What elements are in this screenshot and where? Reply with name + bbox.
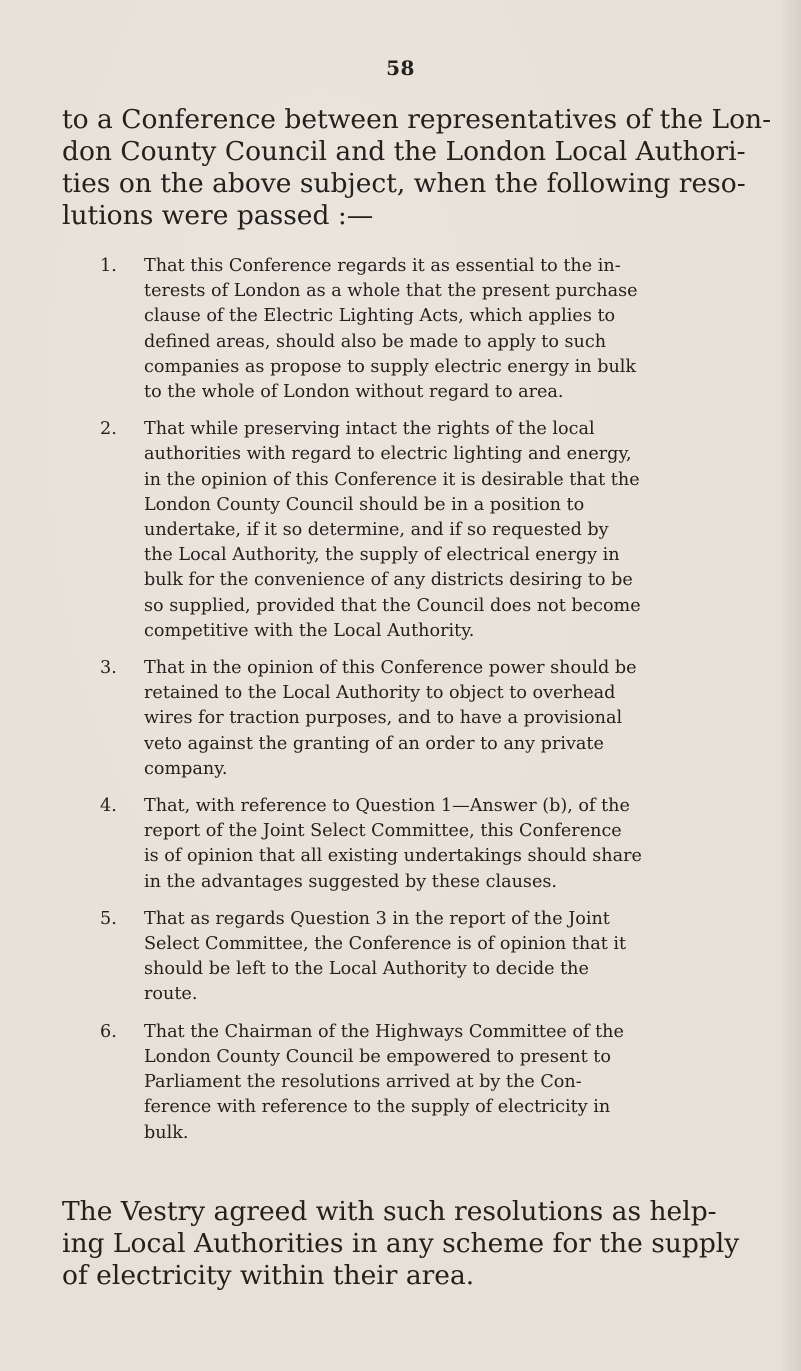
resolution-line: terests of London as a whole that the present purchase: [144, 281, 638, 302]
resolution-line: is of opinion that all existing undertakings should share: [144, 846, 642, 867]
intro-line: to a Conference between representatives of the Lon-: [62, 104, 772, 135]
closing-paragraph: [62, 1196, 772, 1292]
resolution-number: 2.: [100, 419, 117, 440]
resolution-line: report of the Joint Select Committee, this Conference: [144, 821, 622, 842]
resolution-number: 6.: [100, 1021, 117, 1042]
resolution-line: retained to the Local Authority to object to overhead: [144, 683, 616, 704]
resolutions-list: [100, 254, 762, 1158]
intro-line: lutions were passed :—: [62, 200, 374, 231]
resolution-line: That as regards Question 3 in the report of the Joint: [144, 908, 610, 929]
resolution-line: wires for traction purposes, and to have a provisional: [144, 708, 623, 729]
resolution-line: London County Council should be in a position to: [144, 494, 585, 515]
intro-line: ties on the above subject, when the following reso-: [62, 168, 746, 199]
resolution-line: That this Conference regards it as essential to the in-: [144, 256, 621, 276]
resolution-line: route.: [144, 984, 198, 1005]
closing-line: The Vestry agreed with such resolutions as help-: [62, 1196, 717, 1227]
resolution-line: clause of the Electric Lighting Acts, which applies to: [144, 306, 616, 327]
resolution-1: [100, 254, 762, 405]
resolution-line: London County Council be empowered to present to: [144, 1046, 611, 1067]
resolution-number: 5.: [100, 908, 117, 929]
resolution-line: should be left to the Local Authority to decide the: [144, 959, 589, 980]
intro-paragraph: [62, 104, 772, 232]
resolution-line: authorities with regard to electric lighting and energy,: [144, 444, 632, 465]
resolution-line: bulk for the convenience of any districts desiring to be: [144, 570, 633, 591]
resolution-line: That in the opinion of this Conference power should be: [144, 658, 637, 679]
resolution-line: defined areas, should also be made to apply to such: [144, 331, 607, 352]
resolution-line: to the whole of London without regard to area.: [144, 382, 564, 403]
resolution-line: company.: [144, 758, 228, 779]
resolution-line: in the opinion of this Conference it is desirable that the: [144, 469, 640, 490]
page-edge-shadow: [779, 0, 801, 1371]
page-number: 58: [386, 56, 415, 80]
resolution-line: companies as propose to supply electric energy in bulk: [144, 356, 637, 377]
resolution-5: [100, 907, 762, 1008]
resolution-line: in the advantages suggested by these clauses.: [144, 871, 557, 892]
resolution-line: Select Committee, the Conference is of opinion that it: [144, 934, 627, 955]
resolution-number: 4.: [100, 796, 117, 817]
resolution-line: That while preserving intact the rights of the local: [144, 419, 595, 440]
resolution-6: [100, 1020, 762, 1146]
resolution-line: bulk.: [144, 1122, 189, 1143]
resolution-number: 1.: [100, 256, 117, 276]
resolution-line: ference with reference to the supply of electricity in: [144, 1097, 611, 1118]
resolution-line: undertake, if it so determine, and if so requested by: [144, 520, 609, 541]
resolution-line: That, with reference to Question 1—Answer (b), of the: [144, 796, 630, 817]
resolution-line: competitive with the Local Authority.: [144, 620, 475, 641]
resolution-line: the Local Authority, the supply of electrical energy in: [144, 545, 620, 566]
intro-line: don County Council and the London Local Authori-: [62, 136, 746, 167]
closing-line: ing Local Authorities in any scheme for the supply: [62, 1228, 740, 1259]
resolution-line: so supplied, provided that the Council does not become: [144, 595, 641, 616]
closing-line: of electricity within their area.: [62, 1260, 475, 1291]
resolution-2: [100, 417, 762, 644]
resolution-4: [100, 794, 762, 895]
resolution-line: veto against the granting of an order to any private: [144, 733, 604, 754]
resolution-3: [100, 656, 762, 782]
resolution-line: Parliament the resolutions arrived at by the Con-: [144, 1072, 582, 1093]
resolution-number: 3.: [100, 658, 117, 679]
resolution-line: That the Chairman of the Highways Committee of the: [144, 1021, 624, 1042]
